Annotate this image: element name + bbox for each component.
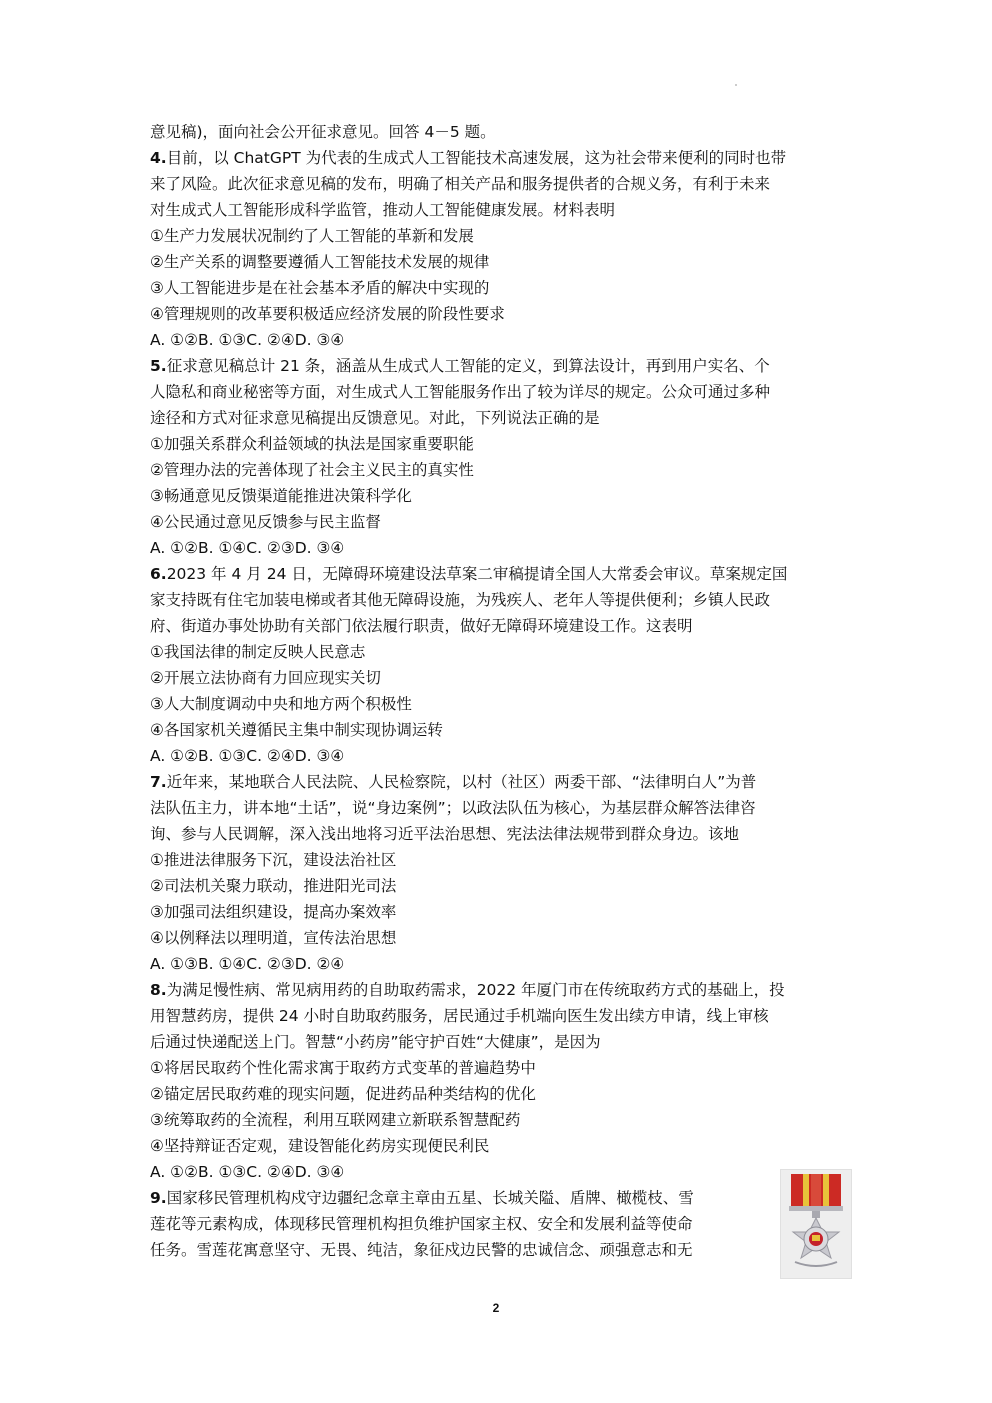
question-stem-line (150, 145, 850, 171)
stem-text: 为满足慢性病、常见病用药的自助取药需求，2022 年厦门市在传统取药方式的基础上，投 (166, 981, 785, 999)
ribbon-center (811, 1174, 821, 1208)
question-stem-line (150, 977, 850, 1003)
question-stem-line: 法队伍主力，讲本地“土话”，说“身边案例”；以政法队伍为核心，为基层群众解答法律咨 (150, 799, 756, 817)
question-number: 9. (150, 1189, 167, 1207)
question-9 (150, 1185, 850, 1263)
page-number: 2 (492, 1301, 500, 1315)
question-stem-line (150, 769, 850, 795)
medal-emblem (812, 1235, 820, 1241)
question-stem-line: 来了风险。此次征求意见稿的发布，明确了相关产品和服务提供者的合规义务，有利于未来 (150, 175, 771, 193)
question-stem-line: 任务。雪莲花寓意坚守、无畏、纯洁，象征戍边民警的忠诚信念、顽强意志和无 (150, 1241, 693, 1259)
question-stem-line: 府、街道办事处协助有关部门依法履行职责，做好无障碍环境建设工作。这表明 (150, 617, 693, 635)
question-4 (150, 145, 850, 353)
question-stem-line: 莲花等元素构成，体现移民管理机构担负维护国家主权、安全和发展利益等使命 (150, 1215, 693, 1233)
ribbon-stripe (803, 1174, 809, 1208)
stem-text: 2023 年 4 月 24 日，无障碍环境建设法草案二审稿提请全国人大常委会审议。草案规定国 (166, 565, 788, 583)
answer-options: A. ①③B. ①④C. ②③D. ②④ (150, 955, 345, 973)
statement-item: ④各国家机关遵循民主集中制实现协调运转 (150, 721, 443, 739)
question-stem-line: 人隐私和商业秘密等方面，对生成式人工智能服务作出了较为详尽的规定。公众可通过多种 (150, 383, 771, 401)
answer-options: A. ①②B. ①③C. ②④D. ③④ (150, 331, 345, 349)
question-stem-line (150, 561, 850, 587)
answer-options: A. ①②B. ①③C. ②④D. ③④ (150, 747, 345, 765)
statement-item: ①我国法律的制定反映人民意志 (150, 643, 366, 661)
statement-item: ④管理规则的改革要积极适应经济发展的阶段性要求 (150, 305, 505, 323)
stem-text: 目前，以 ChatGPT 为代表的生成式人工智能技术高速发展，这为社会带来便利的同时也带 (166, 149, 787, 167)
answer-options: A. ①②B. ①③C. ②④D. ③④ (150, 1163, 345, 1181)
statement-item: ②锚定居民取药难的现实问题，促进药品种类结构的优化 (150, 1085, 536, 1103)
question-stem-line: 对生成式人工智能形成科学监管，推动人工智能健康发展。材料表明 (150, 201, 616, 219)
statement-item: ①推进法律服务下沉，建设法治社区 (150, 851, 397, 869)
answer-options: A. ①②B. ①④C. ②③D. ③④ (150, 539, 345, 557)
question-8 (150, 977, 850, 1185)
statement-item: ②开展立法协商有力回应现实关切 (150, 669, 381, 687)
statement-item: ②生产关系的调整要遵循人工智能技术发展的规律 (150, 253, 490, 271)
question-content (150, 119, 850, 1263)
ribbon-stripe (823, 1174, 829, 1208)
statement-item: ②管理办法的完善体现了社会主义民主的真实性 (150, 461, 474, 479)
speck (735, 84, 737, 86)
medal-wreath (795, 1262, 837, 1266)
question-stem-line (150, 1185, 765, 1211)
statement-item: ①加强关系群众利益领域的执法是国家重要职能 (150, 435, 474, 453)
question-number: 4. (150, 149, 167, 167)
statement-item: ④公民通过意见反馈参与民主监督 (150, 513, 381, 531)
statement-item: ②司法机关聚力联动，推进阳光司法 (150, 877, 397, 895)
question-stem-line: 途径和方式对征求意见稿提出反馈意见。对此，下列说法正确的是 (150, 409, 600, 427)
ribbon-bar (789, 1206, 843, 1211)
stem-text: 国家移民管理机构戍守边疆纪念章主章由五星、长城关隘、盾牌、橄榄枝、雪 (166, 1189, 694, 1207)
statement-item: ①将居民取药个性化需求寓于取药方式变革的普遍趋势中 (150, 1059, 536, 1077)
question-5 (150, 353, 850, 561)
statement-item: ③统筹取药的全流程，利用互联网建立新联系智慧配药 (150, 1111, 521, 1129)
statement-item: ④以例释法以理明道，宣传法治思想 (150, 929, 397, 947)
question-number: 8. (150, 981, 167, 999)
question-number: 7. (150, 773, 167, 791)
statement-item: ④坚持辩证否定观，建设智能化药房实现便民利民 (150, 1137, 490, 1155)
commemorative-medal-image (780, 1169, 852, 1279)
question-stem-line (150, 353, 850, 379)
question-stem-line: 后通过快递配送上门。智慧“小药房”能守护百姓“大健康”，是因为 (150, 1033, 601, 1051)
question-7 (150, 769, 850, 977)
statement-item: ③人大制度调动中央和地方两个积极性 (150, 695, 412, 713)
question-6 (150, 561, 850, 769)
stem-text: 近年来，某地联合人民法院、人民检察院，以村（社区）两委干部、“法律明白人”为普 (166, 773, 757, 791)
question-stem-line: 询、参与人民调解，深入浅出地将习近平法治思想、宪法法律法规带到群众身边。该地 (150, 825, 740, 843)
statement-item: ③加强司法组织建设，提高办案效率 (150, 903, 397, 921)
statement-item: ③畅通意见反馈渠道能推进决策科学化 (150, 487, 412, 505)
question-stem-line: 用智慧药房，提供 24 小时自助取药服务，居民通过手机端向医生发出续方申请，线上审核 (150, 1007, 769, 1025)
medal-illustration (781, 1170, 851, 1278)
question-number: 6. (150, 565, 167, 583)
stem-text: 征求意见稿总计 21 条，涵盖从生成式人工智能的定义，到算法设计，再到用户实名、个 (166, 357, 770, 375)
text-line: 意见稿)，面向社会公开征求意见。回答 4－5 题。 (150, 123, 496, 141)
statement-item: ①生产力发展状况制约了人工智能的革新和发展 (150, 227, 474, 245)
statement-item: ③人工智能进步是在社会基本矛盾的解决中实现的 (150, 279, 490, 297)
question-stem-line: 家支持既有住宅加装电梯或者其他无障碍设施，为残疾人、老年人等提供便利；乡镇人民政 (150, 591, 771, 609)
question-number: 5. (150, 357, 167, 375)
